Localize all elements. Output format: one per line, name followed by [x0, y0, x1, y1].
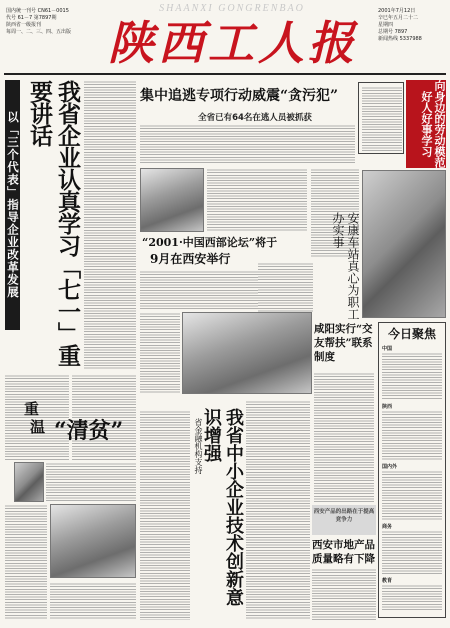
- sme-kicker: 省金融机构支持: [194, 418, 203, 474]
- vertical-tag-text: 以「三个代表」指导企业改革发展: [6, 111, 20, 299]
- masthead-left-info: [6, 8, 92, 36]
- masthead-right-info: [378, 8, 446, 43]
- station-text: [258, 262, 313, 312]
- masthead-title: 陕西工人报: [108, 16, 358, 70]
- sme-headline: 我省中小企业技术创新意识增强: [201, 408, 244, 606]
- today-item-5-label: 教育: [382, 578, 393, 584]
- masthead-pinyin: SHAANXI GONGRENBAO: [159, 3, 305, 14]
- lunar-date: 辛巳年五月二十二: [378, 15, 419, 21]
- right-tag-text: 向身边的劳动模范好人好事学习: [420, 80, 446, 168]
- today-item-4: [382, 523, 442, 574]
- left-article-text: [84, 80, 136, 370]
- product-headline: 西安市地产品质量略有下降: [312, 539, 375, 565]
- firefighter-photo: [362, 170, 446, 318]
- today-item-4-text: [382, 530, 442, 574]
- reread-block: [24, 398, 134, 448]
- product-kicker-box: [312, 505, 376, 535]
- column-text-a: [207, 168, 307, 232]
- bottom-left-text-e: [50, 582, 136, 620]
- left-mid-text: [140, 312, 180, 394]
- portrait-photo: [14, 462, 44, 502]
- forum-text: [140, 270, 258, 310]
- station-headline: 安康车站真心为职工办实事: [331, 212, 360, 320]
- main-subhead: 全省已有64名在逃人员被抓获: [198, 113, 312, 123]
- workers-helmets-photo: [182, 312, 312, 394]
- xianyang-headline-box: [314, 322, 374, 368]
- weekday: 星期四: [378, 22, 394, 28]
- today-item-3-text: [382, 470, 442, 520]
- today-focus-title: 今日聚焦: [387, 327, 436, 341]
- today-item-5: [382, 577, 442, 610]
- today-item-2-label: 陕西: [382, 404, 393, 410]
- vertical-tag: [5, 80, 20, 330]
- reread-headline: “清贫”: [54, 418, 124, 444]
- publication-code: 国内统一刊号 CN61－0015: [6, 8, 69, 14]
- today-item-1: [382, 345, 442, 400]
- workers-photo-left: [140, 168, 204, 232]
- forum-headline-2: 9月在西安举行: [150, 252, 231, 266]
- publishing-days: 每周一、二、三、四、五出版: [6, 29, 72, 35]
- bottom-left-text-c: [46, 462, 136, 502]
- today-item-3-label: 国内外: [382, 464, 398, 470]
- right-tag-text-lines: [362, 86, 402, 152]
- today-focus-box: [378, 322, 446, 618]
- today-item-4-label: 商务: [382, 524, 393, 530]
- right-tag: [406, 80, 446, 168]
- today-item-2-text: [382, 410, 442, 460]
- today-item-2: [382, 403, 442, 460]
- sme-text: [246, 400, 310, 620]
- issue-total: 总期号 7897: [378, 29, 408, 35]
- left-headline: 我省企业认真学习「七一」重要讲话: [26, 80, 81, 366]
- masthead-rule: [4, 73, 446, 75]
- news-hotline: 新闻热线 5337988: [378, 36, 422, 42]
- today-item-1-text: [382, 352, 442, 400]
- xianyang-text: [314, 372, 374, 502]
- product-kicker: 西安产品的出路在于提高竞争力: [313, 509, 375, 523]
- today-item-5-text: [382, 584, 442, 610]
- forum-headline-1: “2001·中国西部论坛”将于: [142, 236, 278, 249]
- issue-number: 代号 61－7 第7897期: [6, 15, 57, 21]
- main-article-text: [140, 124, 355, 164]
- sme-side-text: [140, 410, 190, 620]
- rating: 陕西省一级报刊: [6, 22, 42, 28]
- date: 2001年7月12日: [378, 8, 416, 14]
- today-item-3: [382, 463, 442, 520]
- xianyang-headline: 咸阳实行“交友帮扶”联系制度: [314, 323, 373, 363]
- main-headline: 集中追逃专项行动威震“贪污犯”: [140, 88, 339, 104]
- today-item-1-label: 中国: [382, 346, 393, 352]
- right-tag-box: [358, 82, 404, 154]
- product-text: [312, 568, 376, 620]
- reread-char-2: 温: [30, 418, 46, 436]
- reread-char-1: 重: [24, 400, 40, 418]
- meeting-photo: [50, 504, 136, 578]
- bottom-left-text-d: [5, 504, 47, 620]
